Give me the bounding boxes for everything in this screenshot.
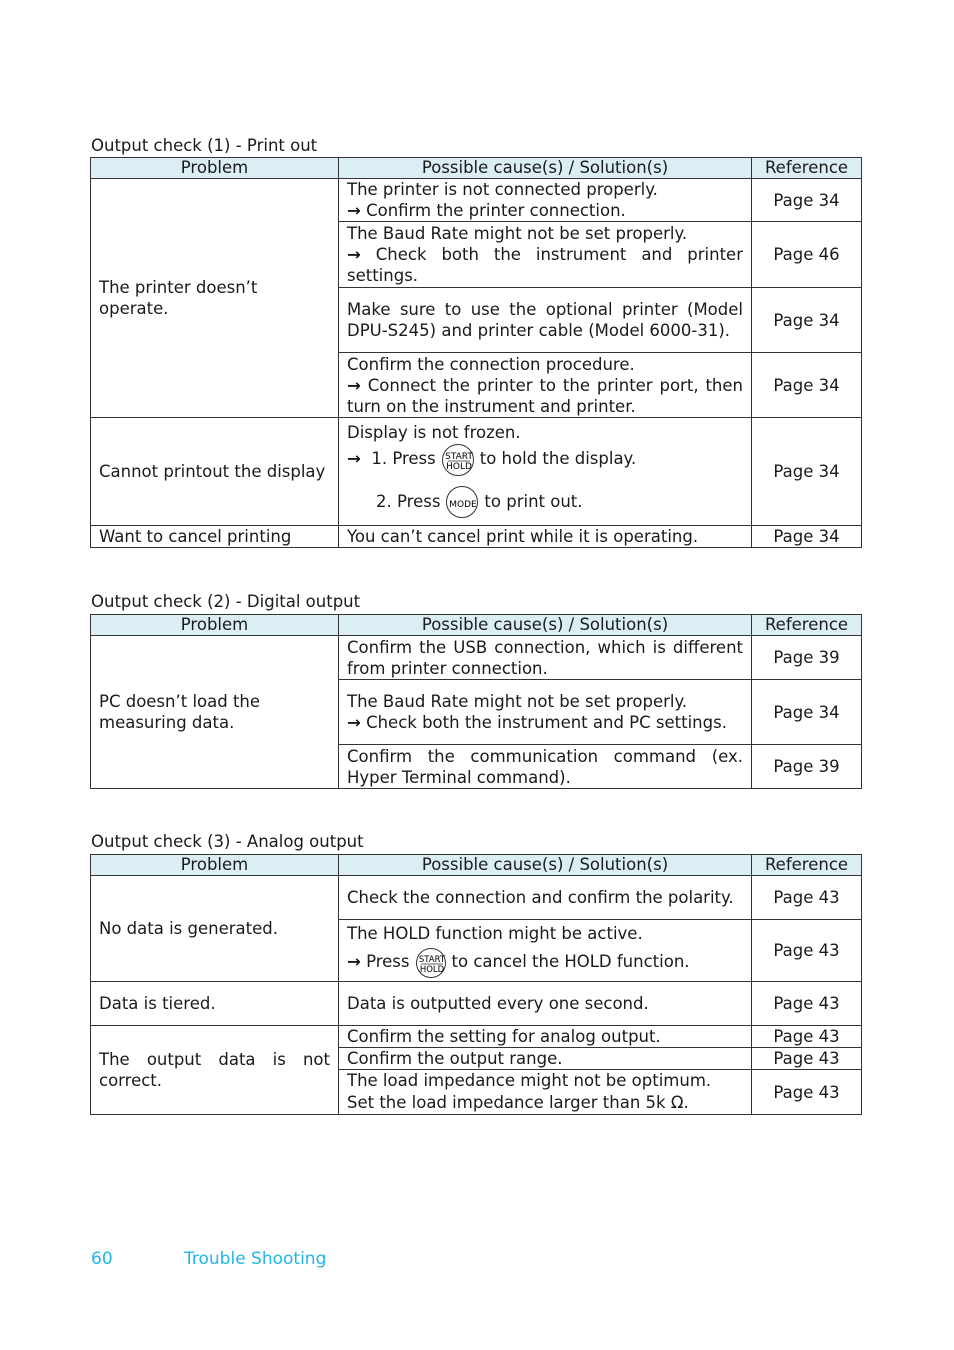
header-reference: Reference: [752, 158, 862, 179]
solution-cell: Check the connection and confirm the polarity.: [339, 876, 752, 920]
reference-cell: Page 34: [752, 526, 862, 548]
table-row: [91, 1026, 862, 1048]
table-header-row: [91, 158, 862, 179]
table-row: [91, 418, 862, 526]
reference-cell: Page 34: [752, 179, 862, 222]
start-hold-button-icon: [416, 948, 446, 978]
table-row: [91, 982, 862, 1026]
solution-cell: Data is outputted every one second.: [339, 982, 752, 1026]
page-number: 60: [91, 1249, 113, 1269]
solution-cell: The load impedance might not be optimum. Set the load impedance larger than 5k Ω.: [339, 1070, 752, 1115]
header-reference: Reference: [752, 855, 862, 876]
reference-cell: Page 43: [752, 1070, 862, 1115]
table-digital-output: [90, 614, 862, 789]
table-row: [91, 179, 862, 222]
problem-cell: Want to cancel printing: [91, 526, 339, 548]
solution-cell: Confirm the connection procedure. → Connect the printer to the printer port, then turn on the instrument and printer.: [339, 353, 752, 418]
reference-cell: Page 43: [752, 1026, 862, 1048]
footer-section-title: Trouble Shooting: [184, 1249, 327, 1269]
header-cause: Possible cause(s) / Solution(s): [339, 158, 752, 179]
solution-cell: Confirm the USB connection, which is different from printer connection.: [339, 636, 752, 680]
start-hold-button-icon: [442, 444, 474, 476]
solution-cell: The printer is not connected properly. → Confirm the printer connection.: [339, 179, 752, 222]
problem-cell: The printer doesn’t operate.: [91, 179, 339, 418]
solution-cell: The Baud Rate might not be set properly. → Check both the instrument and printer settings.: [339, 222, 752, 288]
reference-cell: Page 34: [752, 288, 862, 353]
svg-text:START: START: [418, 954, 445, 965]
solution-cell: Display is not frozen. → 1. Press START HOLD to hold the display. 2. Press MODE to print out.: [339, 418, 752, 526]
solution-cell: The Baud Rate might not be set properly. → Check both the instrument and PC settings.: [339, 680, 752, 745]
header-cause: Possible cause(s) / Solution(s): [339, 855, 752, 876]
problem-cell: Data is tiered.: [91, 982, 339, 1026]
table-row: [91, 876, 862, 920]
header-problem: Problem: [91, 855, 339, 876]
arrow-icon: →: [347, 245, 361, 264]
problem-cell: No data is generated.: [91, 876, 339, 982]
reference-cell: Page 39: [752, 745, 862, 789]
mode-button-icon: [446, 486, 478, 518]
table-analog-output: [90, 854, 862, 1115]
problem-cell: PC doesn’t load the measuring data.: [91, 636, 339, 789]
table-header-row: [91, 615, 862, 636]
table-print-out: [90, 157, 862, 548]
svg-text:HOLD: HOLD: [445, 461, 472, 472]
solution-cell: Confirm the setting for analog output.: [339, 1026, 752, 1048]
reference-cell: Page 43: [752, 1048, 862, 1070]
reference-cell: Page 34: [752, 353, 862, 418]
problem-cell: The output data is not correct.: [91, 1026, 339, 1115]
reference-cell: Page 34: [752, 680, 862, 745]
reference-cell: Page 46: [752, 222, 862, 288]
header-problem: Problem: [91, 615, 339, 636]
solution-cell: Confirm the output range.: [339, 1048, 752, 1070]
reference-cell: Page 43: [752, 920, 862, 982]
table-row: [91, 636, 862, 680]
svg-text:MODE: MODE: [449, 500, 478, 510]
problem-cell: Cannot printout the display: [91, 418, 339, 526]
solution-cell: Make sure to use the optional printer (Model DPU-S245) and printer cable (Model 6000-31).: [339, 288, 752, 353]
reference-cell: Page 39: [752, 636, 862, 680]
reference-cell: Page 43: [752, 982, 862, 1026]
caption-digital-output: Output check (2) - Digital output: [91, 592, 361, 611]
header-cause: Possible cause(s) / Solution(s): [339, 615, 752, 636]
reference-cell: Page 43: [752, 876, 862, 920]
reference-cell: Page 34: [752, 418, 862, 526]
solution-cell: You can’t cancel print while it is operating.: [339, 526, 752, 548]
header-reference: Reference: [752, 615, 862, 636]
arrow-icon: →: [347, 375, 361, 395]
arrow-icon: →: [347, 201, 361, 220]
header-problem: Problem: [91, 158, 339, 179]
arrow-icon: →: [347, 952, 361, 971]
table-header-row: [91, 855, 862, 876]
caption-analog-output: Output check (3) - Analog output: [91, 832, 364, 851]
solution-cell: Confirm the communication command (ex. Hyper Terminal command).: [339, 745, 752, 789]
arrow-icon: →: [347, 713, 361, 732]
svg-text:START: START: [444, 451, 473, 462]
table-row: [91, 526, 862, 548]
svg-text:HOLD: HOLD: [419, 964, 444, 975]
arrow-icon: →: [347, 449, 361, 468]
solution-cell: The HOLD function might be active. → Press START HOLD to cancel the HOLD function.: [339, 920, 752, 982]
caption-print-out: Output check (1) - Print out: [91, 136, 318, 155]
